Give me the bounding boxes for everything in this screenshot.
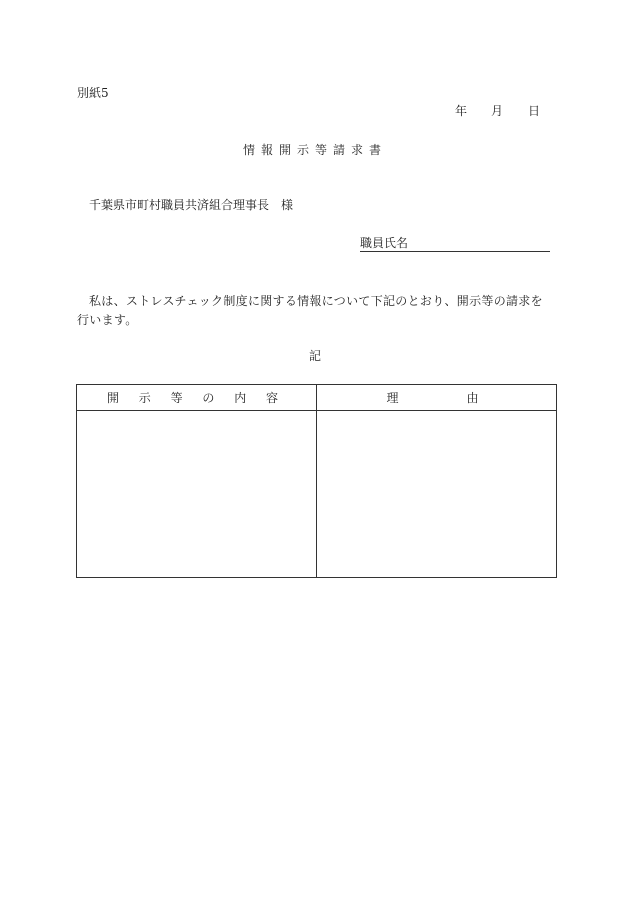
table-row xyxy=(77,411,557,578)
request-table xyxy=(76,384,557,578)
staff-name-field[interactable] xyxy=(360,236,550,252)
reason-cell[interactable] xyxy=(317,411,557,578)
document-title: 情報開示等請求書 xyxy=(242,143,387,157)
date-year: 年 xyxy=(455,104,468,118)
body-text: 私は、ストレスチェック制度に関する情報について下記のとおり、開示等の請求を行います。 xyxy=(77,294,543,327)
staff-name-label: 職員氏名 xyxy=(360,236,409,250)
header-reason: 理 由 xyxy=(317,385,557,411)
header-disclosure-content: 開 示 等 の 内 容 xyxy=(77,385,317,411)
addressee: 千葉県市町村職員共済組合理事長 様 xyxy=(89,198,294,212)
date-month: 月 xyxy=(491,104,504,118)
attachment-label: 別紙5 xyxy=(77,86,109,100)
ki-heading: 記 xyxy=(308,349,321,363)
table-header-row xyxy=(77,385,557,411)
disclosure-content-cell[interactable] xyxy=(77,411,317,578)
date-day: 日 xyxy=(528,104,541,118)
